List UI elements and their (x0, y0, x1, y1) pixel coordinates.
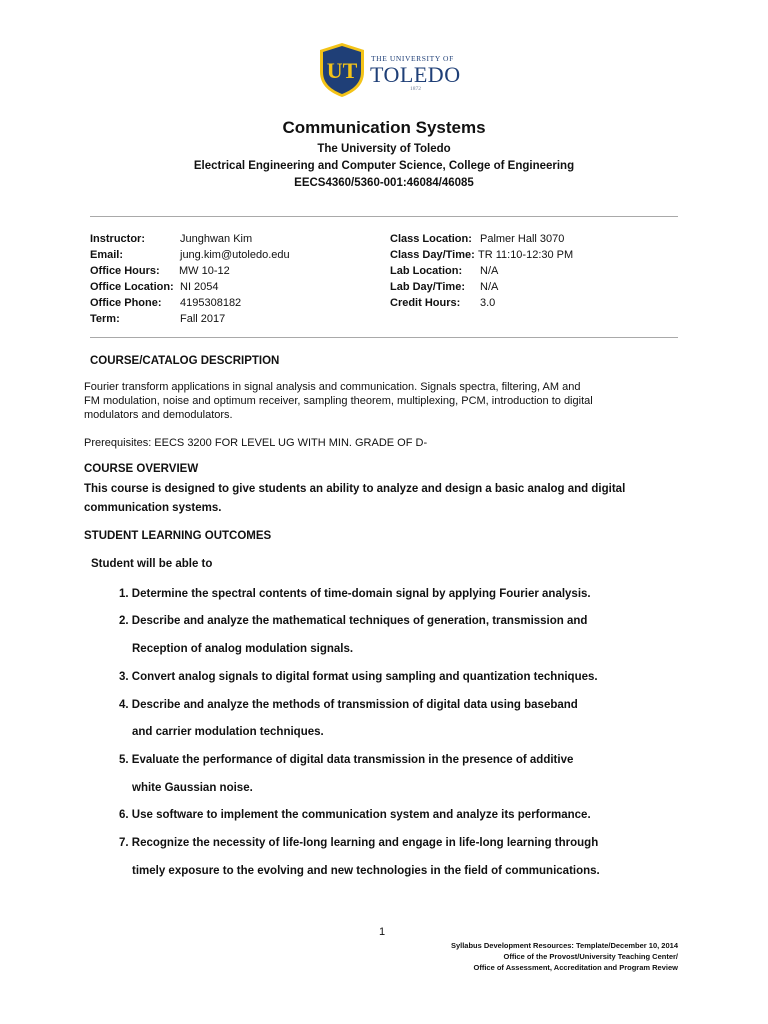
lab-location-value: N/A (480, 265, 499, 277)
catalog-line: FM modulation, noise and optimum receiver, sampling theorem, multiplexing, PCM, introduction to digital (84, 395, 593, 407)
outcome-item: 6. Use software to implement the communication system and analyze its performance. (119, 809, 591, 821)
outcomes-intro: Student will be able to (91, 558, 213, 570)
outcome-item-continued: white Gaussian noise. (132, 782, 253, 794)
info-label: Credit Hours: (390, 297, 461, 309)
info-label: Email: (90, 249, 124, 261)
overview-text (84, 480, 684, 518)
info-label: Office Location: (90, 281, 174, 293)
footer-line: Office of Assessment, Accreditation and Program Review (473, 963, 678, 972)
lab-day-time-value: N/A (480, 281, 499, 293)
logo-name: TOLEDO (370, 62, 461, 87)
info-divider (90, 337, 678, 338)
outcome-item-continued: and carrier modulation techniques. (132, 726, 324, 738)
outcome-item: 1. Determine the spectral contents of time-domain signal by applying Fourier analysis. (119, 588, 591, 600)
office-phone-value: 4195308182 (180, 297, 242, 309)
course-title: Communication Systems (282, 118, 486, 137)
info-label: Lab Location: (390, 265, 463, 277)
outcome-item-continued: Reception of analog modulation signals. (132, 643, 354, 655)
info-row (90, 233, 145, 245)
outcome-item: 7. Recognize the necessity of life-long learning and engage in life-long learning through (119, 837, 599, 849)
shield-logo-icon (318, 42, 366, 98)
outcome-item-continued: timely exposure to the evolving and new technologies in the field of communications. (132, 865, 600, 877)
credit-hours-value: 3.0 (480, 297, 496, 309)
logo-year: 1872 (410, 86, 421, 92)
class-day-time-value: TR 11:10-12:30 PM (478, 249, 574, 261)
info-label: Instructor: (90, 233, 145, 245)
footer-line: Syllabus Development Resources: Template/December 10, 2014 (450, 941, 678, 950)
outcome-item: 5. Evaluate the performance of digital data transmission in the presence of additive (119, 754, 574, 766)
overview-line: This course is designed to give students an ability to analyze and design a basic analog and digital (84, 483, 626, 495)
department-name: Electrical Engineering and Computer Science, College of Engineering (193, 160, 575, 172)
university-name: The University of Toledo (317, 143, 451, 155)
office-hours-value: MW 10-12 (179, 265, 230, 277)
info-label: Class Location: (390, 233, 472, 245)
info-label: Lab Day/Time: (390, 281, 465, 293)
info-label: Term: (90, 313, 120, 325)
footer-note (451, 940, 678, 973)
overview-line: communication systems. (84, 502, 222, 514)
outcome-item: 2. Describe and analyze the mathematical techniques of generation, transmission and (119, 615, 588, 627)
top-divider (90, 216, 678, 217)
class-location-value: Palmer Hall 3070 (480, 233, 565, 245)
overview-heading: COURSE OVERVIEW (84, 463, 199, 475)
outcomes-heading: STUDENT LEARNING OUTCOMES (84, 530, 272, 542)
office-location-value: NI 2054 (180, 281, 219, 293)
prerequisites: Prerequisites: EECS 3200 FOR LEVEL UG WITH MIN. GRADE OF D- (84, 437, 428, 449)
logo-the-university-of: THE UNIVERSITY OF (371, 54, 454, 63)
course-code: EECS4360/5360-001:46084/46085 (294, 177, 474, 189)
instructor-value: Junghwan Kim (180, 233, 253, 245)
catalog-heading: COURSE/CATALOG DESCRIPTION (90, 355, 280, 367)
info-label: Office Phone: (90, 297, 162, 309)
footer-line: Office of the Provost/University Teaching Center/ (503, 952, 678, 961)
catalog-description (84, 380, 684, 422)
term-value: Fall 2017 (180, 313, 226, 325)
info-label: Office Hours: (90, 265, 160, 277)
catalog-line: modulators and demodulators. (84, 409, 233, 421)
university-logo (318, 42, 468, 98)
info-label: Class Day/Time: (390, 249, 475, 261)
catalog-line: Fourier transform applications in signal analysis and communication. Signals spectra, filtering, AM and (84, 381, 581, 393)
outcome-item: 3. Convert analog signals to digital format using sampling and quantization techniques. (119, 671, 598, 683)
email-value: jung.kim@utoledo.edu (180, 249, 290, 261)
page-number: 1 (379, 926, 386, 938)
logo-monogram: UT (326, 58, 358, 83)
outcome-item: 4. Describe and analyze the methods of transmission of digital data using baseband (119, 699, 578, 711)
